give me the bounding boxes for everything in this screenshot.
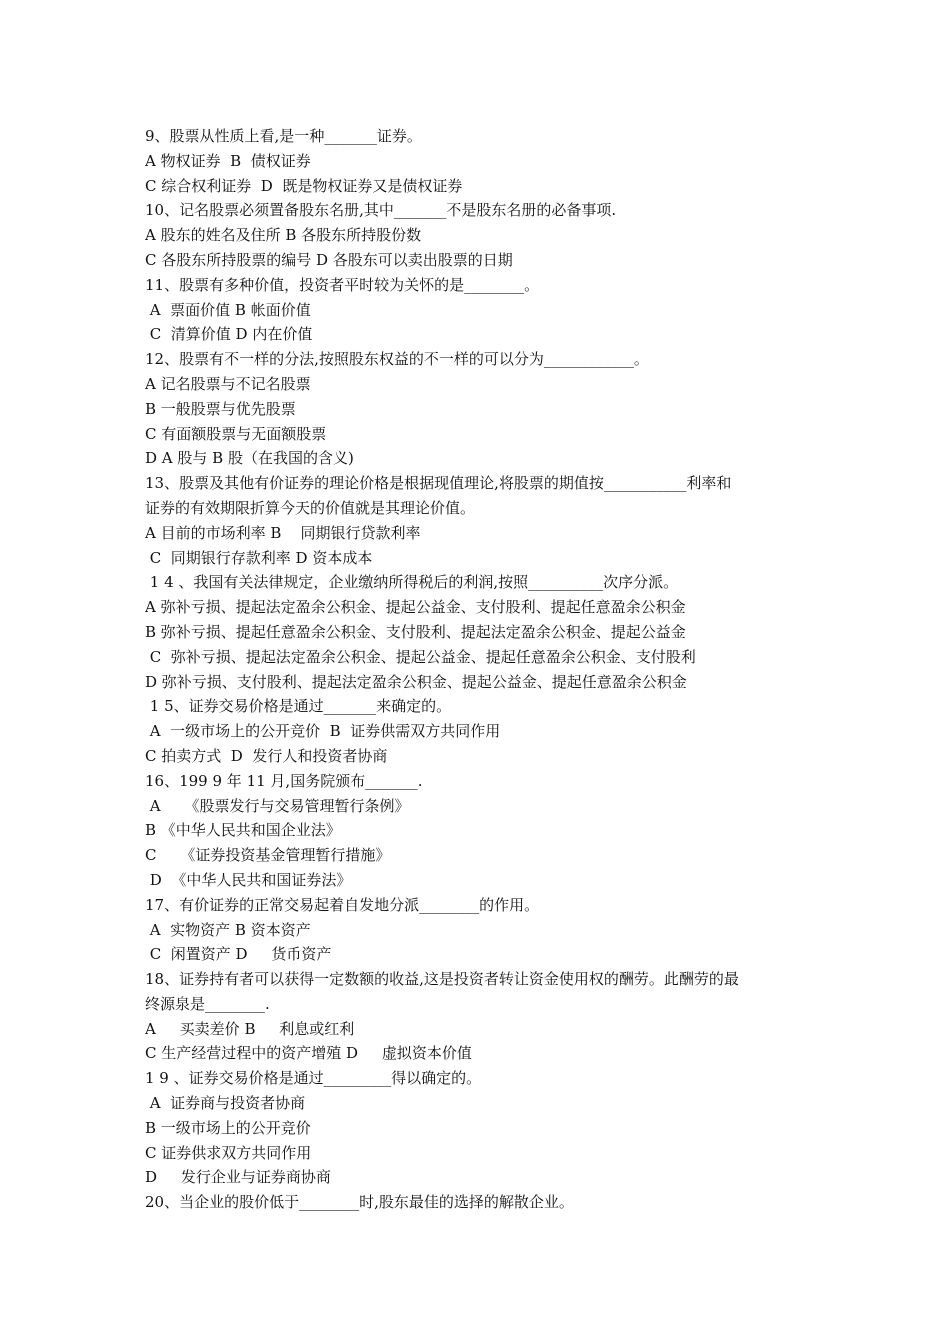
text-line: C 生产经营过程中的资产增殖 D 虚拟资本价值 <box>145 1044 472 1063</box>
text-line: C 有面额股票与无面额股票 <box>145 424 327 443</box>
text-line: C 《证券投资基金管理暂行措施》 <box>145 846 391 865</box>
text-line: C 同期银行存款利率 D 资本成本 <box>145 548 373 567</box>
text-line: C 弥补亏损、提起法定盈余公积金、提起公益金、提起任意盈余公积金、支付股利 <box>145 647 696 666</box>
text-line: A 物权证券 B 债权证券 <box>145 151 311 170</box>
text-line: C 证券供求双方共同作用 <box>145 1143 312 1162</box>
text-line: 20、当企业的股价低于________时,股东最佳的选择的解散企业。 <box>145 1193 574 1212</box>
text-line: B 《中华人民共和国企业法》 <box>145 821 341 840</box>
text-line: A 一级市场上的公开竞价 B 证券供需双方共同作用 <box>145 722 501 741</box>
text-line: C 清算价值 D 内在价值 <box>145 325 313 344</box>
text-line: C 各股东所持股票的编号 D 各股东可以卖出股票的日期 <box>145 250 513 269</box>
text-line: A 证券商与投资者协商 <box>145 1094 306 1113</box>
text-line: C 综合权利证券 D 既是物权证券又是债权证券 <box>145 176 463 195</box>
text-line: A 实物资产 B 资本资产 <box>145 920 311 939</box>
text-line: A 买卖差价 B 利息或红利 <box>145 1019 355 1038</box>
text-line: D 弥补亏损、支付股利、提起法定盈余公积金、提起公益金、提起任意盈余公积金 <box>145 672 687 691</box>
text-line: C 拍卖方式 D 发行人和投资者协商 <box>145 746 388 765</box>
text-line: A 股东的姓名及住所 B 各股东所持股份数 <box>145 226 422 245</box>
text-line: A 《股票发行与交易管理暂行条例》 <box>145 796 410 815</box>
text-line: A 票面价值 B 帐面价值 <box>145 300 311 319</box>
text-line: D A 股与 B 股（在我国的含义) <box>145 449 354 468</box>
document-body <box>145 124 810 1215</box>
text-line: A 弥补亏损、提起法定盈余公积金、提起公益金、支付股利、提起任意盈余公积金 <box>145 598 686 617</box>
text-line: 9、股票从性质上看,是一种_______证券。 <box>145 127 422 145</box>
text-line: 10、记名股票必须置备股东名册,其中_______不是股东名册的必备事项. <box>145 201 617 220</box>
text-line: B 一级市场上的公开竞价 <box>145 1118 311 1137</box>
text-line: 终源泉是________. <box>145 994 270 1013</box>
text-line: 16、199 9 年 11 月,国务院颁布_______. <box>145 771 423 790</box>
text-line: 1 5、证券交易价格是通过_______来确定的。 <box>145 697 452 716</box>
text-line: 11、股票有多种价值，投资者平时较为关怀的是________。 <box>145 275 540 294</box>
text-line: 1 9 、证券交易价格是通过_________得以确定的。 <box>145 1069 482 1088</box>
text-line: D 发行企业与证券商协商 <box>145 1168 331 1187</box>
text-line: 证券的有效期限折算今天的价值就是其理论价值。 <box>145 498 476 517</box>
text-line: B 弥补亏损、提起任意盈余公积金、支付股利、提起法定盈余公积金、提起公益金 <box>145 622 686 641</box>
text-line: B 一般股票与优先股票 <box>145 399 296 418</box>
text-line: C 闲置资产 D 货币资产 <box>145 945 332 964</box>
text-line: A 记名股票与不记名股票 <box>145 374 311 393</box>
text-line: 13、股票及其他有价证券的理论价格是根据现值理论,将股票的期值按___________利率和 <box>145 474 732 493</box>
text-line: 12、股票有不一样的分法,按照股东权益的不一样的可以分为____________。 <box>145 350 649 369</box>
text-line: A 目前的市场利率 B 同期银行贷款利率 <box>145 523 421 542</box>
text-line: 1 4 、我国有关法律规定，企业缴纳所得税后的利润,按照__________次序分派。 <box>145 573 679 592</box>
text-line: D 《中华人民共和国证券法》 <box>145 870 352 889</box>
text-line: 18、证券持有者可以获得一定数额的收益,这是投资者转让资金使用权的酬劳。此酬劳的最 <box>145 970 739 989</box>
text-line: 17、有价证券的正常交易起着自发地分派________的作用。 <box>145 895 540 914</box>
